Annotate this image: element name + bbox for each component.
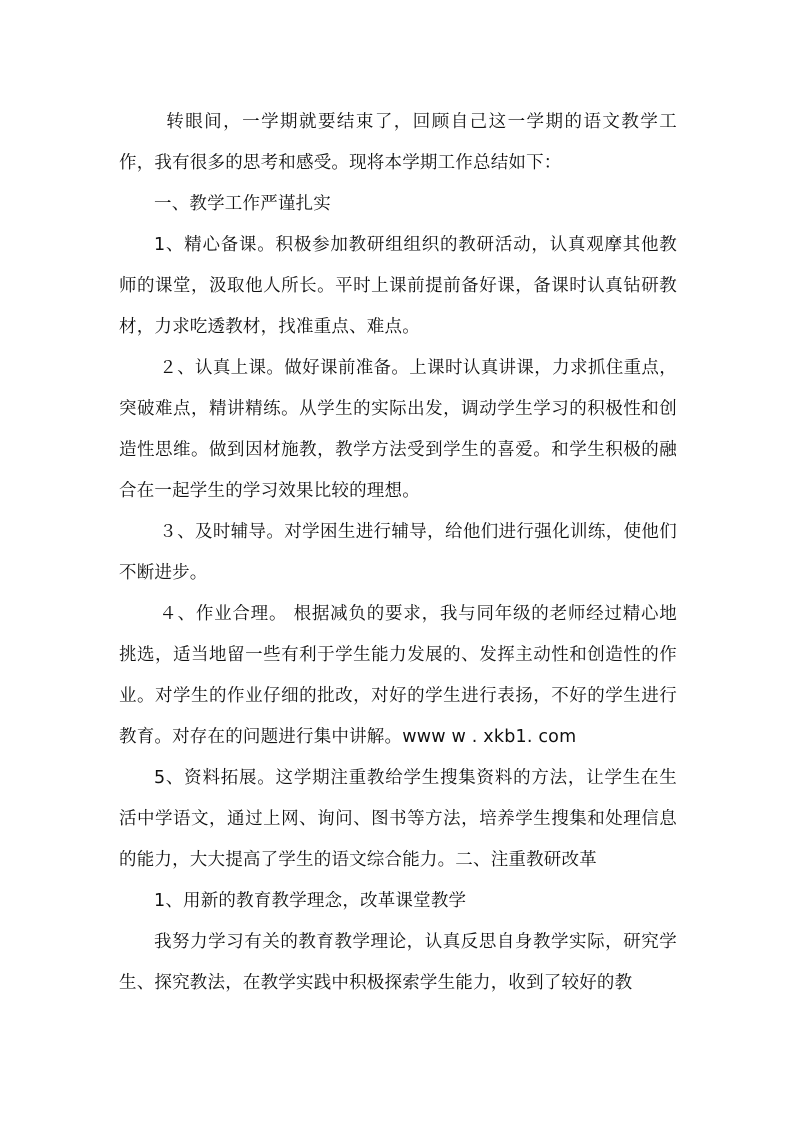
paragraph-lesson-prep: 1、精心备课。积极参加教研组组织的教研活动，认真观摩其他教师的课堂，汲取他人所长。平时上课前提前备好课，备课时认真钻研教材，力求吃透教材，找准重点、难点。 — [119, 235, 677, 337]
document-body — [119, 102, 677, 1004]
section-heading-teaching-work: 一、教学工作严谨扎实 — [154, 194, 331, 214]
paragraph-materials: 5、资料拓展。这学期注重教给学生搜集资料的方法，让学生在生活中学语文，通过上网、询问、图书等方法，培养学生搜集和处理信息的能力，大大提高了学生的语文综合能力。二、注重教研改革 — [119, 768, 677, 870]
paragraph-new-concepts: 1、用新的教育教学理念，改革课堂教学 — [154, 891, 467, 911]
paragraph-intro: 转眼间，一学期就要结束了，回顾自己这一学期的语文教学工作，我有很多的思考和感受。现将本学期工作总结如下： — [119, 112, 677, 173]
paragraph-tutoring: ３、及时辅导。对学困生进行辅导，给他们进行强化训练，使他们不断进步。 — [119, 522, 677, 583]
paragraph-homework: ４、作业合理。 根据减负的要求，我与同年级的老师经过精心地挑选，适当地留一些有利于学生能力发展的、发挥主动性和创造性的作业。对学生的作业仔细的批改，对好的学生进行表扬，不好的学生进行教育。对存在的问题进行集中讲解。www w . xkb1. com — [119, 604, 677, 747]
paragraph-study-theory: 我努力学习有关的教育教学理论，认真反思自身教学实际，研究学生、探究教法，在教学实践中积极探索学生能力，收到了较好的教 — [119, 932, 677, 993]
paragraph-attend-class: ２、认真上课。做好课前准备。上课时认真讲课，力求抓住重点，突破难点，精讲精练。从学生的实际出发，调动学生学习的积极性和创造性思维。做到因材施教，教学方法受到学生的喜爱。和学生积极的融合在一起学生的学习效果比较的理想。 — [119, 358, 677, 501]
